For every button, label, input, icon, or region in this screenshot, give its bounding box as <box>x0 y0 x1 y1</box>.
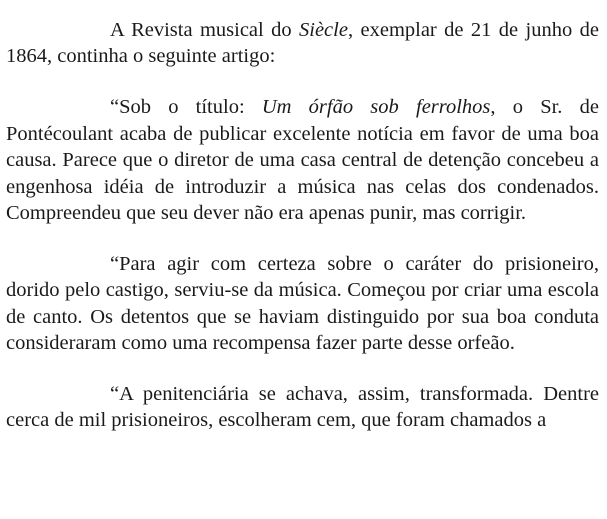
paragraph-quote-2: “Para agir com certeza sobre o caráter do prisioneiro, dorido pelo castigo, serviu-se da música. Começou por criar uma escola de canto. Os detentos que se haviam distinguido por sua boa conduta consideraram como uma recompensa fazer parte desse orfeão. <box>6 252 599 355</box>
document-page <box>6 17 599 434</box>
book-title: Um órfão sob ferrolhos <box>261 96 491 119</box>
paragraph-quote-1-text-end: , o Sr. de Pontécoulant acaba de publicar excelente notícia em favor de uma boa causa. Parece que o diretor de uma casa central de detenção concebeu a engenhosa idéia de introduzir a música nas celas dos condenados. Compreendeu que seu dever não era apenas punir, mas corrigir. <box>6 96 599 224</box>
paragraph-quote-3: “A penitenciária se achava, assim, transformada. Dentre cerca de mil prisioneiros, escolheram cem, que foram chamados a <box>6 382 599 432</box>
paragraph-intro <box>6 17 599 70</box>
paragraph-quote-1 <box>6 94 599 226</box>
newspaper-title: Siècle <box>299 19 348 41</box>
paragraph-intro-text-end: , exemplar de 21 de junho de 1864, continha o seguinte artigo: <box>6 19 599 68</box>
paragraph-quote-1-text-start: “Sob o título: <box>110 96 262 119</box>
paragraph-intro-text-start: A Revista musical do <box>110 19 300 41</box>
